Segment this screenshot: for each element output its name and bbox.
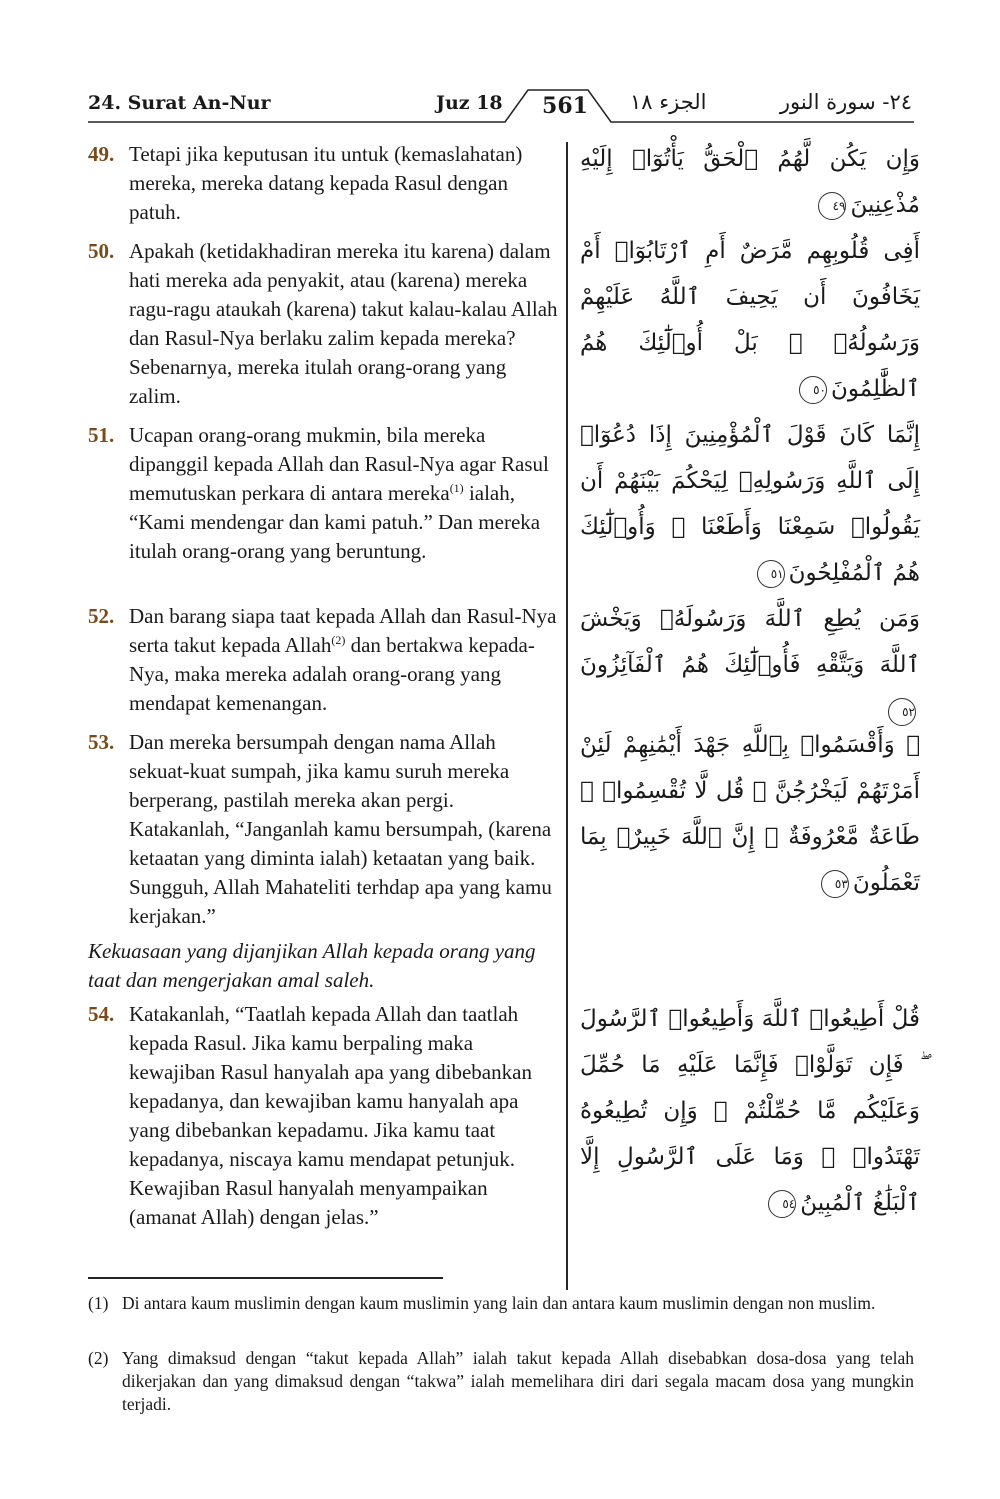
footnote-ref-2: (2): [331, 633, 346, 647]
verse-49: [88, 140, 558, 227]
footnote-1: [88, 1292, 914, 1315]
verse-text-part: ialah, “Kami mendengar dan kami patuh.” Dan mereka itulah orang-orang yang beruntung.: [129, 481, 541, 563]
arabic-text: وَإِن يَكُن لَّهُمُ ٱلْحَقُّ يَأْتُوٓا۟ إِلَيْهِ مُذْعِنِينَ: [580, 146, 920, 218]
ayah-end-marker: ٥٣: [821, 870, 849, 898]
footnote-rule: [88, 1277, 443, 1279]
verse-text: [129, 421, 558, 566]
verse-number: 49.: [88, 142, 115, 166]
section-heading: Kekuasaan yang dijanjikan Allah kepada orang yang taat dan mengerjakan amal saleh.: [88, 939, 536, 992]
verse-number: 54.: [88, 1002, 115, 1026]
column-divider: [566, 142, 568, 1290]
verse-54: [88, 1000, 558, 1232]
footnote-ref-1: (1): [449, 481, 464, 495]
verse-text: Dan mereka bersumpah dengan nama Allah sekuat-kuat sumpah, jika kamu suruh mereka berperang, pastilah mereka akan pergi. Katakanlah, “Janganlah kamu bersumpah, (karena ketaatan yang diminta ialah) ketaatan yang baik. Sungguh, Allah Mahateliti terhdap apa yang kamu kerjakan.”: [129, 730, 552, 928]
footnote-number: (2): [88, 1348, 109, 1368]
arabic-verse-52: [580, 596, 920, 734]
footnote-text: Yang dimaksud dengan “takut kepada Allah” ialah takut kepada Allah disebabkan dosa-dosa yang telah dikerjakan dan yang dimaksud dengan “takwa” ialah memelihara diri dari segala macam dosa yang mungkin terjadi.: [122, 1348, 914, 1414]
verse-text: Katakanlah, “Taatlah kepada Allah dan taatlah kepada Rasul. Jika kamu berpaling maka kewajiban Rasul hanyalah apa yang dibebankan kepadanya, dan kewajiban kamu hanyalah apa yang dibebankan kepadamu. Jika kamu taat kepadanya, niscaya kamu mendapat petunjuk. Kewajiban Rasul hanyalah menyampaikan (amanat Allah) dengan jelas.”: [129, 1002, 532, 1229]
arabic-text: إِنَّمَا كَانَ قَوْلَ ٱلْمُؤْمِنِينَ إِذَا دُعُوٓا۟ إِلَى ٱللَّهِ وَرَسُولِهِۦ لِيَحْكُمَ بَيْنَهُمْ أَن يَقُولُوا۟ سَمِعْنَا وَأَطَعْنَا ۚ وَأُو۟لَٰٓئِكَ هُمُ ٱلْمُفْلِحُونَ: [580, 422, 920, 586]
footnote-text: Di antara kaum muslimin dengan kaum muslimin yang lain dan antara kaum muslimin dengan non muslim.: [122, 1293, 876, 1313]
juz-label-arabic: الجزء ١٨: [630, 90, 707, 114]
arabic-text: أَفِى قُلُوبِهِم مَّرَضٌ أَمِ ٱرْتَابُوٓا۟ أَمْ يَخَافُونَ أَن يَحِيفَ ٱللَّهُ عَلَيْهِمْ وَرَسُولُهُۥ ۚ بَلْ أُو۟لَٰٓئِكَ هُمُ ٱلظَّٰلِمُونَ: [580, 238, 920, 402]
verse-number: 53.: [88, 730, 115, 754]
arabic-text: وَمَن يُطِعِ ٱللَّهَ وَرَسُولَهُۥ وَيَخْشَ ٱللَّهَ وَيَتَّقْهِ فَأُو۟لَٰٓئِكَ هُمُ ٱلْفَآئِزُونَ: [580, 606, 920, 678]
arabic-verse-53: [580, 722, 920, 906]
page-number: 561: [542, 93, 588, 119]
verse-text-part: Ucapan orang-orang mukmin, bila mereka dipanggil kepada Allah dan Rasul-Nya agar Rasul memutuskan perkara di antara mereka: [129, 423, 549, 505]
footnote-number: (1): [88, 1293, 109, 1313]
verse-text: Apakah (ketidakhadiran mereka itu karena) dalam hati mereka ada penyakit, atau (karena) mereka ragu-ragu ataukah (karena) takut kalau-kalau Allah dan Rasul-Nya berlaku zalim kepada mereka? Sebenarnya, mereka itulah orang-orang yang zalim.: [129, 239, 558, 408]
verse-text: [129, 602, 558, 718]
footnote-2: [88, 1347, 914, 1416]
ayah-end-marker: ٤٩: [818, 192, 846, 220]
arabic-verse-54: [580, 996, 920, 1226]
verse-text-part: Dan barang siapa taat kepada Allah dan Rasul-Nya serta takut kepada Allah: [129, 604, 557, 657]
arabic-text: ۞ وَأَقْسَمُوا۟ بِٱللَّهِ جَهْدَ أَيْمَٰنِهِمْ لَئِنْ أَمَرْتَهُمْ لَيَخْرُجُنَّ ۖ قُل لَّا تُقْسِمُوا۟ ۖ طَاعَةٌ مَّعْرُوفَةٌ ۚ إِنَّ ٱللَّهَ خَبِيرٌۢ بِمَا تَعْمَلُونَ: [580, 732, 920, 896]
verse-number: 51.: [88, 423, 115, 447]
verse-52: [88, 602, 558, 718]
ayah-end-marker: ٥٤: [768, 1190, 796, 1218]
arabic-text: قُلْ أَطِيعُوا۟ ٱللَّهَ وَأَطِيعُوا۟ ٱلرَّسُولَ ۖ فَإِن تَوَلَّوْا۟ فَإِنَّمَا عَلَيْهِ مَا حُمِّلَ وَعَلَيْكُم مَّا حُمِّلْتُمْ ۖ وَإِن تُطِيعُوهُ تَهْتَدُوا۟ ۚ وَمَا عَلَى ٱلرَّسُولِ إِلَّا ٱلْبَلَٰغُ ٱلْمُبِينُ: [580, 1006, 920, 1216]
verse-number: 52.: [88, 604, 115, 628]
verse-51: [88, 421, 558, 566]
ayah-end-marker: ٥٠: [799, 376, 827, 404]
ayah-end-marker: ٥٢: [888, 698, 916, 726]
verse-number: 50.: [88, 239, 115, 263]
arabic-verse-50: [580, 228, 920, 412]
surah-title-latin: 24. Surat An-Nur: [88, 92, 271, 114]
arabic-verse-51: [580, 412, 920, 596]
page-header: [0, 0, 1000, 130]
ayah-end-marker: ٥١: [757, 560, 785, 588]
arabic-verse-49: [580, 136, 920, 228]
verse-53: [88, 728, 558, 931]
verse-text-part: dan bertakwa kepada-Nya, maka mereka adalah orang-orang yang mendapat kemenangan.: [129, 633, 535, 715]
juz-label-latin: Juz 18: [436, 92, 503, 114]
surah-title-arabic: ٢٤- سورة النور: [779, 90, 912, 114]
verse-50: [88, 237, 558, 411]
verse-text: Tetapi jika keputusan itu untuk (kemaslahatan) mereka, mereka datang kepada Rasul dengan patuh.: [129, 142, 523, 224]
